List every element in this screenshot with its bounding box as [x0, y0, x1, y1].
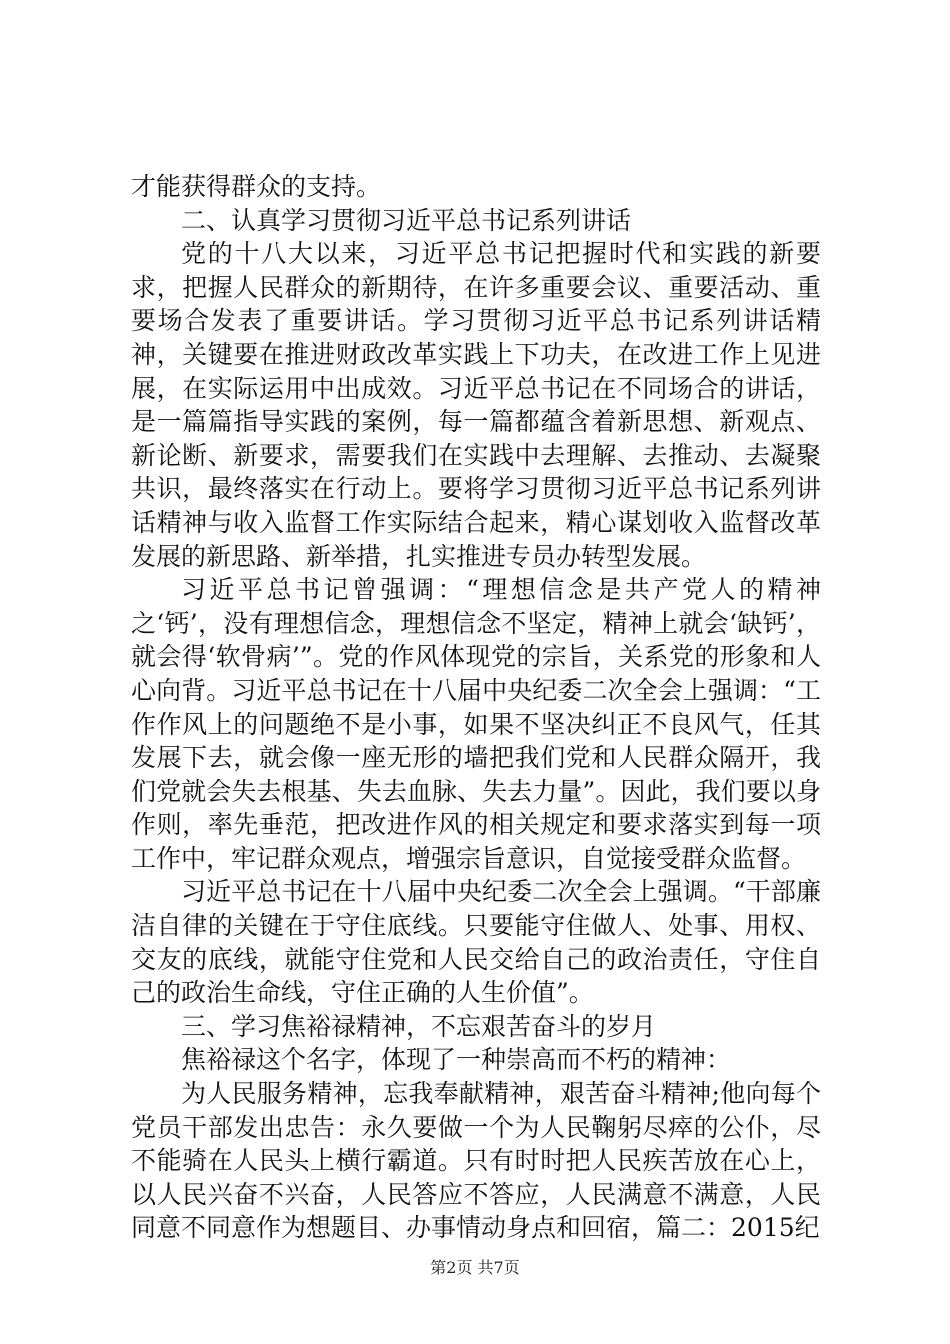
- paragraph: 为人民服务精神，忘我奉献精神，艰苦奋斗精神;他向每个党员干部发出忠告：永久要做一个为人民鞠躬尽瘁的公仆，尽不能骑在人民头上横行霸道。只有时时把人民疾苦放在心上，以人民兴奋不兴奋，人民答应不答应，人民满意不满意，人民同意不同意作为想题目、办事情动身点和回宿，篇二：2015纪: [131, 1079, 821, 1243]
- paragraph: 党的十八大以来，习近平总书记把握时代和实践的新要求，把握人民群众的新期待，在许多重要会议、重要活动、重要场合发表了重要讲话。学习贯彻习近平总书记系列讲话精神，关键要在推进财政改革实践上下功夫，在改进工作上见进展，在实际运用中出成效。习近平总书记在不同场合的讲话，是一篇篇指导实践的案例，每一篇都蕴含着新思想、新观点、新论断、新要求，需要我们在实践中去理解、去推动、去凝聚共识，最终落实在行动上。要将学习贯彻习近平总书记系列讲话精神与收入监督工作实际结合起来，精心谋划收入监督改革发展的新思路、新举措，扎实推进专员办转型发展。: [131, 239, 821, 571]
- paragraph: 焦裕禄这个名字，体现了一种崇高而不朽的精神：: [181, 1045, 732, 1075]
- paragraph: 习近平总书记曾强调：“理想信念是共产党人的精神之‘钙’，没有理想信念，理想信念不坚定，精神上就会‘缺钙’，就会得‘软骨病’”。党的作风体现党的宗旨，关系党的形象和人心向背。习近平总书记在十八届中央纪委二次全会上强调：“工作作风上的问题绝不是小事，如果不坚决纠正不良风气，任其发展下去，就会像一座无形的墙把我们党和人民群众隔开，我们党就会失去根基、失去血脉、失去力量”。因此，我们要以身作则，率先垂范，把改进作风的相关规定和要求落实到每一项工作中，牢记群众观点，增强宗旨意识，自觉接受群众监督。: [131, 575, 821, 873]
- paragraph: 习近平总书记在十八届中央纪委二次全会上强调。“干部廉洁自律的关键在于守住底线。只要能守住做人、处事、用权、交友的底线，就能守住党和人民交给自己的政治责任，守住自己的政治生命线，守住正确的人生价值”。: [131, 877, 821, 1008]
- section-heading-2: 二、认真学习贯彻习近平总书记系列讲话: [181, 205, 632, 235]
- page-number-footer: 第2页 共7页: [430, 1258, 520, 1277]
- paragraph-continuation: 才能获得群众的支持。: [131, 172, 382, 201]
- document-body: [131, 170, 821, 1245]
- section-heading-3: 三、学习焦裕禄精神，不忘艰苦奋斗的岁月: [181, 1011, 657, 1041]
